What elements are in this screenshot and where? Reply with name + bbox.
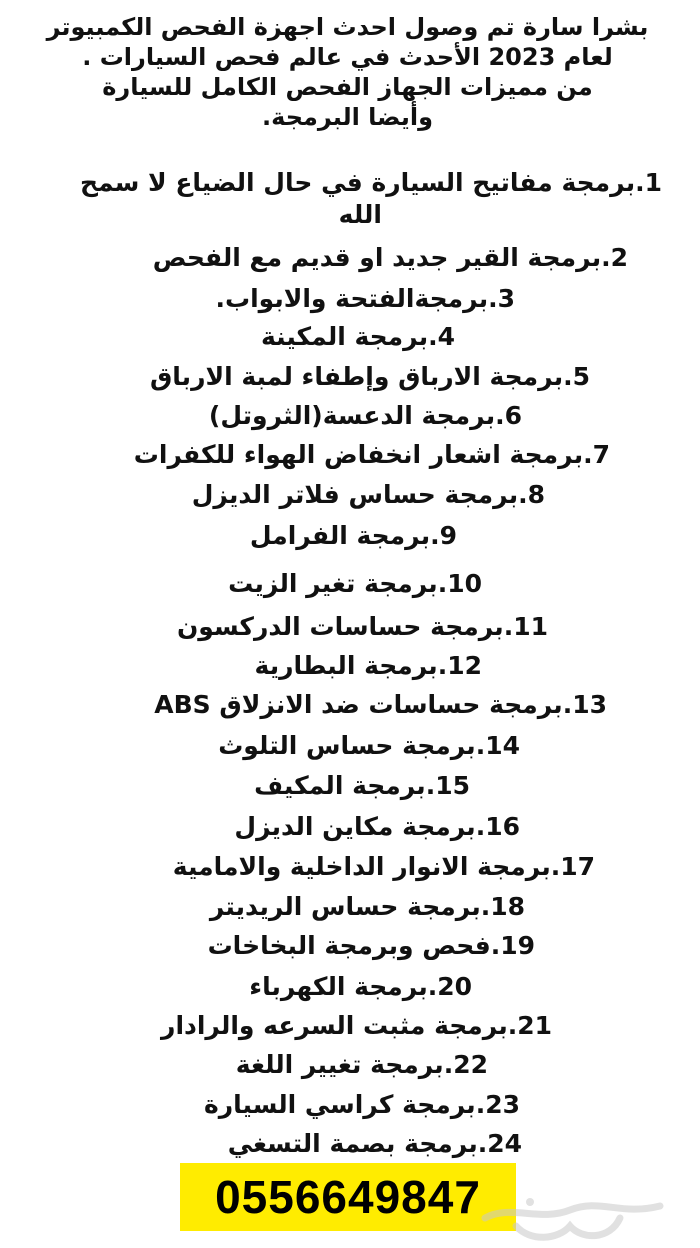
item-text: برمجة حساس التلوث (218, 731, 476, 760)
item-text: برمجة القير جديد او قديم مع الفحص (152, 243, 602, 272)
list-item (249, 972, 472, 1002)
item-text: برمجة كراسي السيارة (204, 1090, 476, 1119)
item-text: برمجة الارباق وإطفاء لمبة الارباق (149, 362, 564, 391)
item-text: برمجة الكهرباء (249, 972, 428, 1001)
list-item (228, 569, 482, 599)
item-text: برمجة حساس فلاتر الديزل (191, 480, 519, 509)
item-text: برمجة البطارية (254, 651, 438, 680)
list-item (210, 892, 525, 922)
intro-line: بشرا سارة تم وصول احدث اجهزة الفحص الكمبيوتر (46, 13, 649, 41)
item-number: 22. (443, 1050, 488, 1079)
list-item (79, 168, 662, 229)
intro-line: من مميزات الجهاز الفحص الكامل للسيارة (102, 73, 593, 101)
list-item (134, 440, 610, 470)
list-item (254, 771, 470, 801)
haraj-watermark-logo (470, 1188, 670, 1246)
item-text: برمجة المكينة (260, 322, 429, 351)
item-text: برمجة الفرامل (249, 521, 431, 550)
item-number: 5. (563, 362, 590, 391)
intro-line: وأيضا البرمجة. (262, 103, 433, 131)
item-number: 18. (480, 892, 525, 921)
list-item (192, 480, 545, 510)
item-number: 4. (428, 322, 455, 351)
item-text-continuation: الله (338, 200, 382, 229)
item-number: 11. (503, 612, 548, 641)
list-item (161, 1011, 552, 1041)
item-text: برمجة تغير الزيت (228, 569, 438, 598)
item-text: برمجة مفاتيح السيارة في حال الضياع لا سمح (79, 168, 636, 197)
item-number: 12. (437, 651, 482, 680)
item-number: 19. (490, 931, 535, 960)
item-number: 1. (635, 168, 662, 197)
item-number: 17. (550, 852, 595, 881)
phone-number[interactable]: 0556649847 (215, 1171, 481, 1223)
item-text: برمجة حساسات ضد الانزلاق ABS (154, 690, 563, 719)
list-item (153, 243, 628, 273)
item-number: 3. (488, 284, 515, 313)
list-item (250, 521, 457, 551)
item-text: برمجة الدعسة(الثروتل) (208, 401, 496, 430)
list-item (204, 1090, 520, 1120)
item-number: 2. (601, 243, 628, 272)
item-text: فحص وبرمجة البخاخات (207, 931, 491, 960)
list-item (177, 612, 548, 642)
item-text: برمجة بصمة التسغي (227, 1129, 478, 1158)
phone-highlight (180, 1163, 516, 1231)
item-text: برمجةالفتحة والابواب. (215, 284, 489, 313)
item-number: 24. (477, 1129, 522, 1158)
intro-paragraph (20, 12, 675, 132)
list-item (228, 1129, 522, 1159)
list-item (236, 1050, 488, 1080)
list-item (173, 852, 595, 882)
item-number: 15. (425, 771, 470, 800)
item-number: 7. (583, 440, 610, 469)
item-text: برمجة حساس الريديتر (209, 892, 481, 921)
item-text: برمجة المكيف (254, 771, 426, 800)
item-text: برمجة تغيير اللغة (235, 1050, 444, 1079)
list-item (150, 362, 590, 392)
item-text: برمجة مثبت السرعه والرادار (161, 1011, 508, 1040)
list-item (234, 812, 520, 842)
item-text: برمجة حساسات الدركسون (176, 612, 504, 641)
list-item (154, 690, 607, 720)
list-item (255, 651, 482, 681)
item-text: برمجة الانوار الداخلية والامامية (172, 852, 551, 881)
item-number: 14. (475, 731, 520, 760)
item-number: 10. (437, 569, 482, 598)
item-number: 21. (507, 1011, 552, 1040)
item-number: 23. (475, 1090, 520, 1119)
list-item (218, 731, 520, 761)
list-item (208, 931, 535, 961)
intro-line: لعام 2023 الأحدث في عالم فحص السيارات . (82, 43, 613, 71)
item-text: برمجة مكاين الديزل (234, 812, 476, 841)
item-number: 6. (495, 401, 522, 430)
list-item (261, 322, 455, 352)
list-item (215, 284, 515, 314)
item-number: 9. (430, 521, 457, 550)
list-item (209, 401, 522, 431)
item-text: برمجة اشعار انخفاض الهواء للكفرات (133, 440, 584, 469)
item-number: 8. (518, 480, 545, 509)
item-number: 20. (427, 972, 472, 1001)
item-number: 13. (562, 690, 607, 719)
item-number: 16. (475, 812, 520, 841)
